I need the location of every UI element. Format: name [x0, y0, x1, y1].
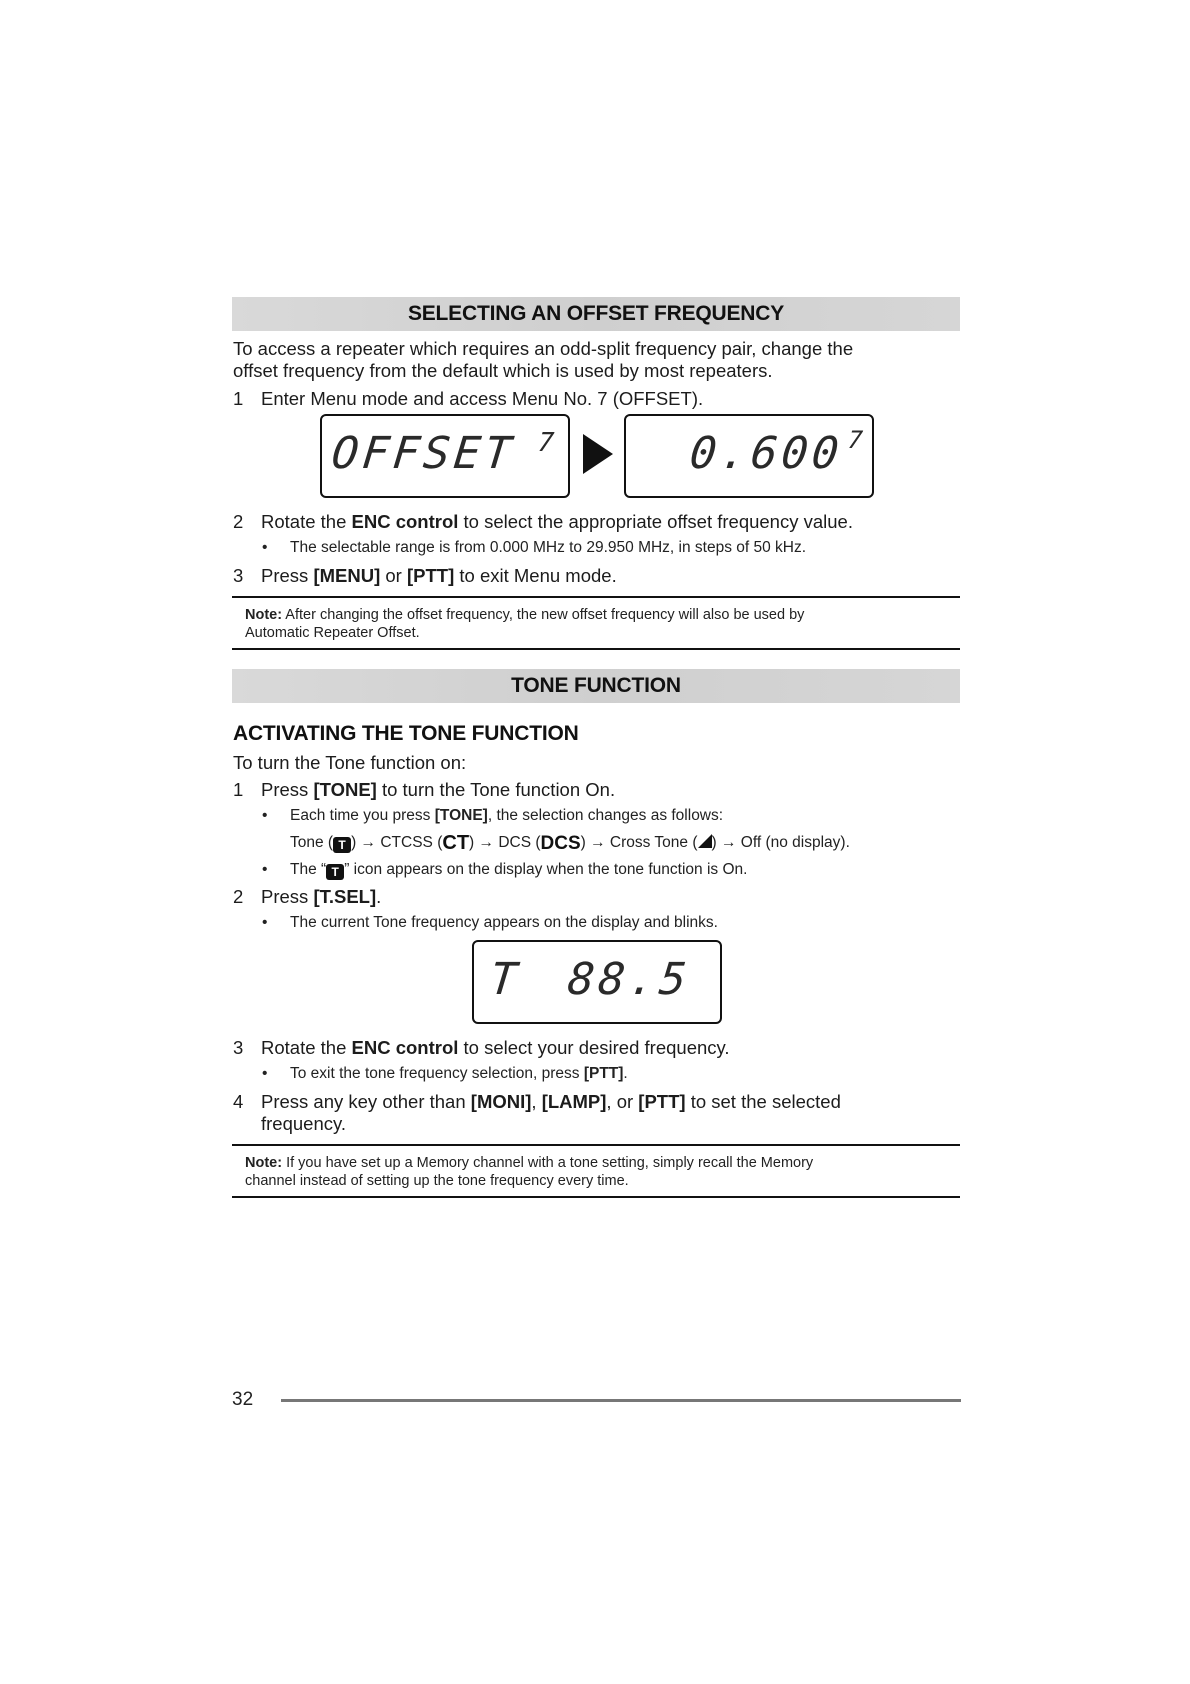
- intro-paragraph: [233, 338, 853, 382]
- ctcss-icon: CT: [442, 832, 470, 854]
- lcd-display-tone: [472, 940, 722, 1024]
- step-text: Press [MENU] or [PTT] to exit Menu mode.: [261, 565, 617, 586]
- tone-icon: T: [333, 837, 351, 853]
- note-box: [232, 1144, 960, 1198]
- step-number: 3: [233, 1037, 244, 1058]
- note-line-2: channel instead of setting up the tone frequency every time.: [245, 1173, 629, 1189]
- note-line-1: Note: If you have set up a Memory channel with a tone setting, simply recall the Memory: [245, 1155, 814, 1171]
- lcd-prefix: T: [487, 954, 524, 1005]
- step-text: Rotate the ENC control to select the appropriate offset frequency value.: [261, 511, 853, 532]
- subheading: ACTIVATING THE TONE FUNCTION: [233, 722, 579, 745]
- arrow-right-icon: [581, 432, 615, 476]
- step-number: 1: [233, 388, 244, 409]
- note-box: [232, 596, 960, 650]
- tone-icon: T: [326, 864, 344, 880]
- step-text: Press [TONE] to turn the Tone function On.: [261, 779, 616, 800]
- step-text: Press any key other than [MONI], [LAMP], or [PTT] to set the selected: [261, 1091, 841, 1112]
- intro-line-1: To access a repeater which requires an odd-split frequency pair, change the: [233, 338, 854, 359]
- step-number: 2: [233, 886, 244, 907]
- step-number: 1: [233, 779, 244, 800]
- dcs-icon: DCS: [540, 833, 581, 854]
- step-1: [233, 388, 933, 410]
- step-number: 4: [233, 1091, 244, 1112]
- lcd-text: 88.5: [565, 954, 693, 1005]
- step-text: Enter Menu mode and access Menu No. 7 (OFFSET).: [261, 388, 704, 409]
- step-number: 2: [233, 511, 244, 532]
- lcd-text: 0.600: [687, 428, 846, 479]
- intro-line-2: offset frequency from the default which is used by most repeaters.: [233, 360, 773, 381]
- lcd-menu-number: 7: [846, 426, 864, 454]
- step-number: 3: [233, 565, 244, 586]
- page-number: 32: [232, 1389, 254, 1410]
- note-line-2: Automatic Repeater Offset.: [245, 625, 420, 641]
- intro-paragraph: To turn the Tone function on:: [233, 752, 467, 773]
- lcd-menu-number: 7: [536, 428, 556, 458]
- step-text: Rotate the ENC control to select your desired frequency.: [261, 1037, 730, 1058]
- lcd-display-value: [624, 414, 874, 498]
- lcd-display-offset: [320, 414, 570, 498]
- tone-sequence: Tone ( T ) → CTCSS (CT) → DCS (DCS) → Cross Tone ( ) → Off (no display).: [290, 832, 850, 854]
- footer-rule: [281, 1399, 961, 1402]
- section-title: SELECTING AN OFFSET FREQUENCY: [407, 302, 785, 325]
- step-text: Press [T.SEL].: [261, 886, 382, 907]
- section-header-offset: [232, 297, 960, 331]
- section-title: TONE FUNCTION: [511, 674, 681, 697]
- note-line-1: Note: After changing the offset frequency, the new offset frequency will also be used by: [245, 607, 805, 623]
- cross-tone-icon: [698, 834, 712, 848]
- section-header-tone: [232, 669, 960, 703]
- lcd-text: OFFSET: [329, 428, 518, 479]
